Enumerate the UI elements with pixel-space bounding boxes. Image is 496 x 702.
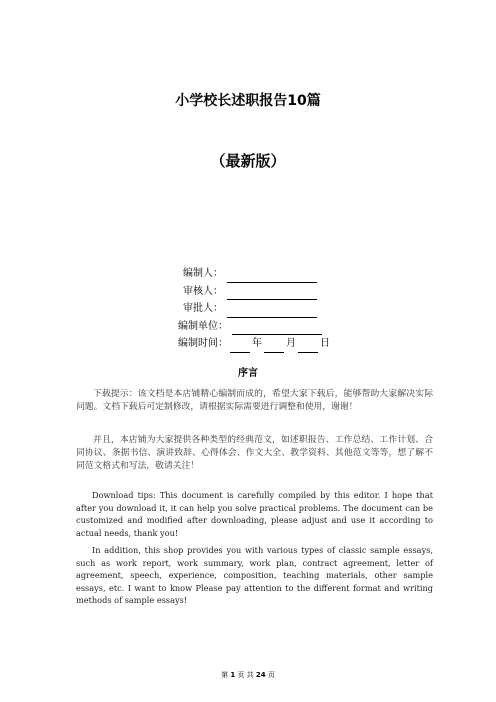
day-label: 日: [320, 338, 330, 349]
preface-paragraph: 并且，本店铺为大家提供各种类型的经典范文，如述职报告、工作总结、工作计划、合同协议、条据书信、演讲致辞、心得体会、作文大全、教学资料、其他范文等等，想了解不同范文格式和写法，敬请关注！: [76, 435, 433, 471]
unit-label: 编制单位：: [178, 320, 228, 332]
total-pages-number: 24: [255, 671, 266, 679]
document-subtitle: （最新版）: [210, 152, 286, 170]
page-footer: [0, 670, 496, 680]
approver-row: [178, 300, 330, 318]
editor-label: 编制人：: [183, 268, 223, 279]
unit-row: [178, 318, 330, 336]
current-page-number: 1: [230, 671, 236, 679]
approver-blank: [227, 306, 317, 318]
preface-paragraph-en: Download tips: This document is carefully compiled by this editor. I hope that after you download it, it can help you solve practical problems. The document can be customized and modified after downloading, please adjust and use it according to actual needs, thank you!: [76, 490, 433, 538]
preface-heading: 序言: [238, 368, 258, 379]
day-blank: [298, 341, 318, 353]
meta-block: [178, 265, 330, 353]
document-title: 小学校长述职报告10篇: [175, 93, 321, 109]
footer-middle: 页 共: [237, 671, 254, 679]
preface-paragraph: 下载提示：该文档是本店铺精心编制而成的，希望大家下载后，能够帮助大家解决实际问题。文档下载后可定制修改，请根据实际需要进行调整和使用，谢谢！: [76, 389, 433, 412]
year-blank: [230, 341, 250, 353]
reviewer-blank: [227, 288, 317, 300]
unit-blank: [232, 323, 322, 335]
reviewer-label: 审核人：: [183, 285, 223, 297]
time-row: [178, 335, 330, 353]
month-blank: [264, 341, 284, 353]
preface-paragraph-en: In addition, this shop provides you with various types of classic sample essays, such as work report, work summary, work plan, contract agreement, letter of agreement, speech, experience, composition, teaching materials, other sample essays, etc. I want to know Please pay attention to the different format and writing methods of sample essays!: [76, 545, 433, 605]
year-label: 年: [252, 338, 262, 349]
time-label: 编制时间：: [178, 338, 228, 349]
approver-label: 审批人：: [183, 303, 223, 314]
reviewer-row: [178, 283, 330, 301]
footer-suffix: 页: [267, 671, 275, 679]
editor-blank: [227, 271, 317, 283]
month-label: 月: [286, 338, 296, 349]
editor-row: [178, 265, 330, 283]
footer-prefix: 第: [221, 671, 229, 679]
